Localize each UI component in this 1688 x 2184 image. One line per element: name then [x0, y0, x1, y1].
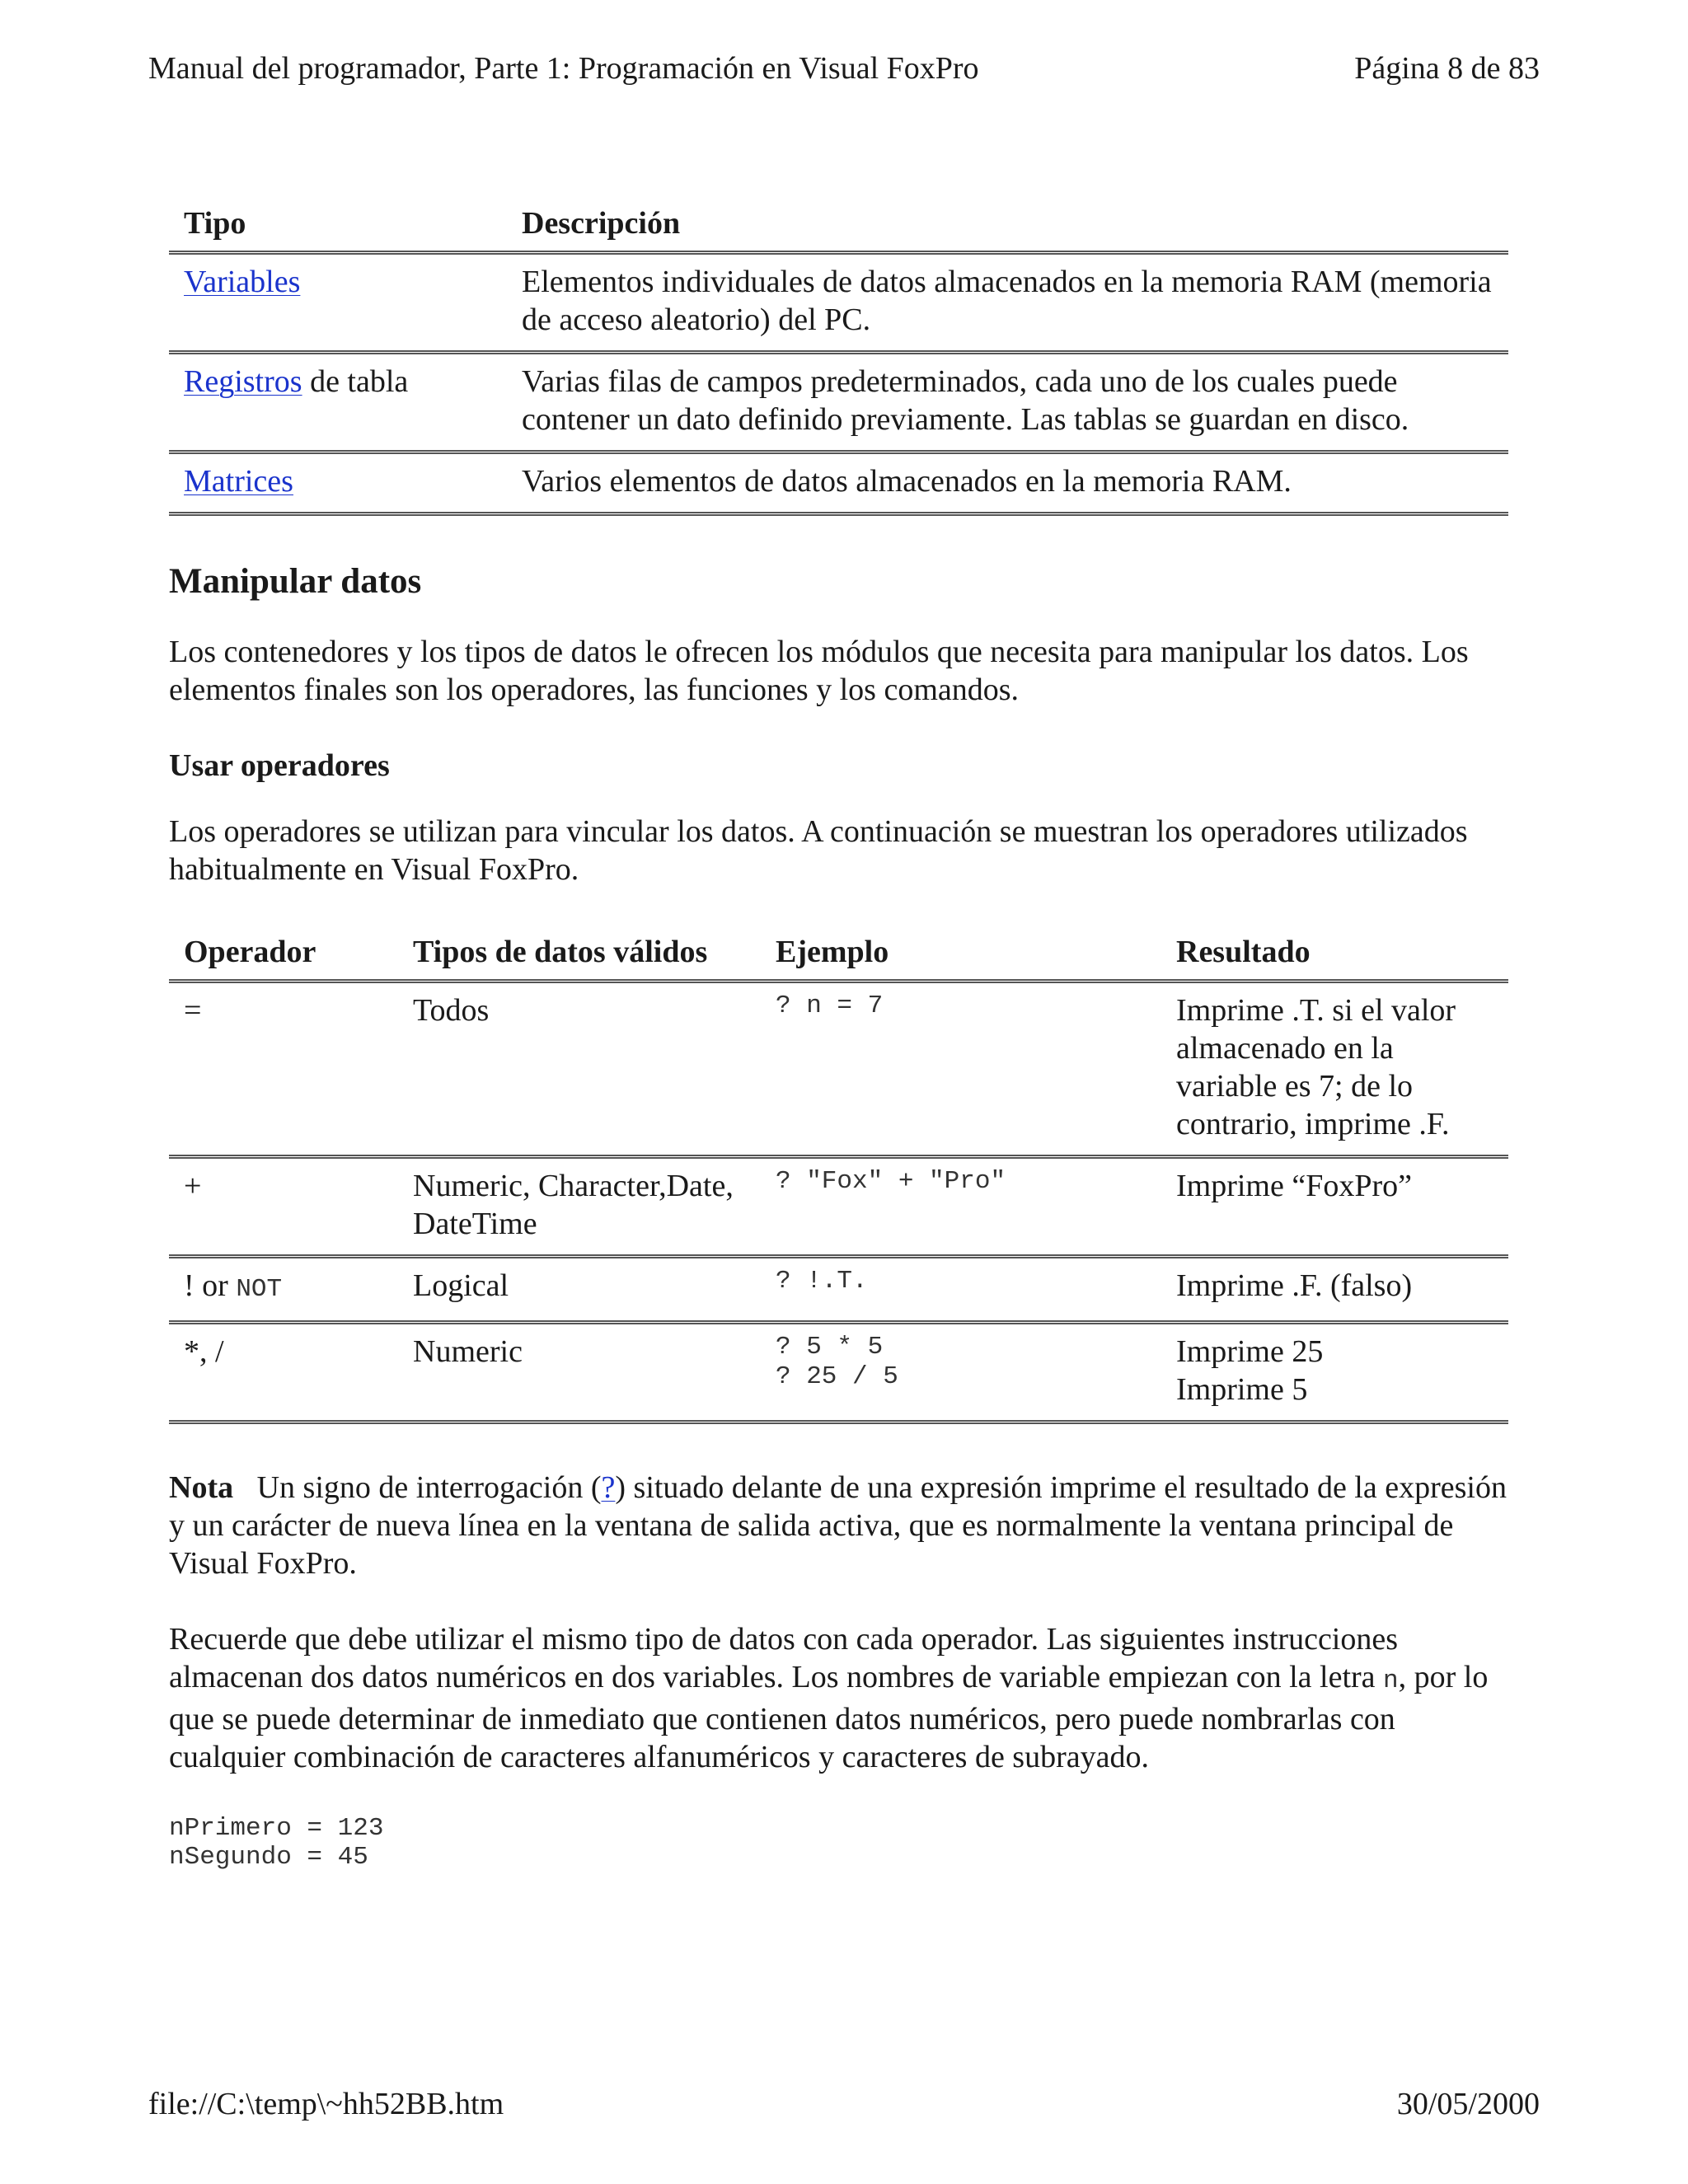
table-header-row: [169, 926, 1508, 982]
types-cell: Todos: [398, 982, 761, 1157]
file-path: file://C:\temp\~hh52BB.htm: [148, 2087, 504, 2121]
description-cell: Varios elementos de datos almacenados en la memoria RAM.: [507, 452, 1508, 514]
result-cell: Imprime “FoxPro”: [1161, 1157, 1508, 1257]
code-block: nPrimero = 123 nSegundo = 45: [169, 1814, 384, 1872]
column-header: Resultado: [1161, 926, 1508, 982]
example-cell: ? 5 * 5 ? 25 / 5: [761, 1323, 1161, 1422]
note-label: Nota: [169, 1470, 234, 1505]
operator-text: ! or: [184, 1268, 237, 1303]
question-mark-link[interactable]: ?: [601, 1470, 616, 1505]
section-intro: Los contenedores y los tipos de datos le ofrecen los módulos que necesita para manipular los datos. Los elementos finales son los operadores, las funciones y los comandos.: [169, 635, 1469, 707]
result-line: Imprime 25: [1176, 1334, 1324, 1369]
inline-code: n: [1383, 1666, 1399, 1695]
document-title: Manual del programador, Parte 1: Programación en Visual FoxPro: [148, 51, 979, 86]
table-row: [169, 1323, 1508, 1422]
types-cell: Numeric: [398, 1323, 761, 1422]
description-cell: Varias filas de campos predeterminados, cada uno de los cuales puede contener un dato definido previamente. Las tablas se guardan en disco.: [507, 353, 1508, 452]
matrices-link[interactable]: Matrices: [184, 464, 293, 499]
type-cell: [169, 353, 507, 452]
description-cell: Elementos individuales de datos almacenados en la memoria RAM (memoria de acceso aleatorio) del PC.: [507, 253, 1508, 353]
result-cell: Imprime .F. (falso): [1161, 1257, 1508, 1323]
column-header: Tipos de datos válidos: [398, 926, 761, 982]
types-cell: Logical: [398, 1257, 761, 1323]
type-suffix: de tabla: [302, 364, 409, 399]
example-cell: ? "Fox" + "Pro": [761, 1157, 1161, 1257]
registros-link[interactable]: Registros: [184, 364, 302, 399]
body-paragraph: Recuerde que debe utilizar el mismo tipo de datos con cada operador. Las siguientes instrucciones almacenan dos datos numéricos en dos variables. Los nombres de variable empiezan con la letra n, por lo que se puede determinar de inmediato que contienen datos numéricos, pero puede nombrarlas con cualquier combinación de caracteres alfanuméricos y caracteres de subrayado.: [169, 1622, 1489, 1774]
table-row: [169, 353, 1508, 452]
result-cell: [1161, 1323, 1508, 1422]
type-cell: [169, 452, 507, 514]
page-number: Página 8 de 83: [1354, 51, 1540, 86]
operator-cell: +: [169, 1157, 398, 1257]
subsection-heading: Usar operadores: [169, 748, 390, 783]
operator-cell: [169, 1257, 398, 1323]
result-cell: Imprime .T. si el valor almacenado en la variable es 7; de lo contrario, imprime .F.: [1161, 982, 1508, 1157]
section-heading: Manipular datos: [169, 562, 422, 601]
operator-cell: =: [169, 982, 398, 1157]
print-date: 30/05/2000: [1396, 2087, 1540, 2121]
types-table: [169, 198, 1508, 516]
example-cell: ? !.T.: [761, 1257, 1161, 1323]
column-header: Tipo: [169, 198, 507, 253]
column-header: Ejemplo: [761, 926, 1161, 982]
operator-cell: *, /: [169, 1323, 398, 1422]
table-row: [169, 253, 1508, 353]
page-footer: [148, 2085, 1540, 2123]
document-content: [169, 198, 1508, 1872]
subsection-intro: Los operadores se utilizan para vincular los datos. A continuación se muestran los operadores utilizados habitualmente en Visual FoxPro.: [169, 814, 1468, 887]
note-paragraph: Nota Un signo de interrogación (?) situado delante de una expresión imprime el resultado de la expresión y un carácter de nueva línea en la ventana de salida activa, que es normalmente la ventana principal de Visual FoxPro.: [169, 1470, 1507, 1581]
table-row: [169, 1157, 1508, 1257]
table-header-row: [169, 198, 1508, 253]
variables-link[interactable]: Variables: [184, 265, 301, 299]
result-line: Imprime 5: [1176, 1372, 1308, 1407]
operators-table: [169, 926, 1508, 1424]
operator-keyword: NOT: [236, 1275, 283, 1304]
table-row: [169, 1257, 1508, 1323]
table-row: [169, 452, 1508, 514]
column-header: Operador: [169, 926, 398, 982]
page-header: [148, 49, 1540, 87]
table-row: [169, 982, 1508, 1157]
types-cell: Numeric, Character,Date, DateTime: [398, 1157, 761, 1257]
type-cell: [169, 253, 507, 353]
example-cell: ? n = 7: [761, 982, 1161, 1157]
column-header: Descripción: [507, 198, 1508, 253]
